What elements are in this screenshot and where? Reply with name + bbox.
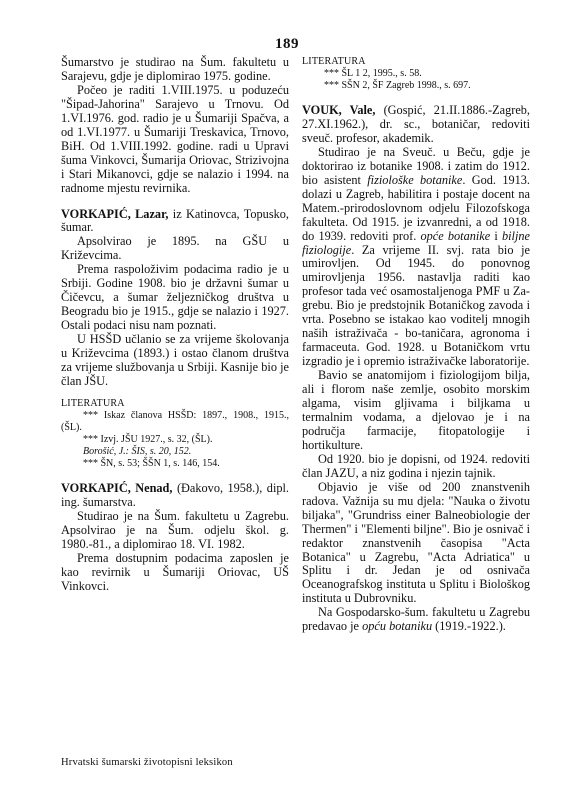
page-number: 189: [275, 36, 299, 52]
entry-header: [61, 208, 289, 236]
literature-item: *** ŠN, s. 53; ŠŠN 1, s. 146, 154.: [83, 457, 220, 469]
italic-term: opće botanike: [420, 228, 491, 243]
literature-item: Borošić, J.: ŠIS, s. 20, 152.: [83, 445, 192, 457]
entry-header: [302, 104, 530, 146]
paragraph: [302, 146, 530, 369]
italic-term: opću botaniku: [362, 619, 433, 634]
paragraph: Objavio je više od 200 znanstvenih radova. Važnija su mu djela: "Nauka o životu biljaka", "Grundriss einer Balneobiologie der Thermen" i "Elementi biljne". Bio je osnivač i redaktor znanstvenih časopisa "Acta Botanica" u Zagrebu, "Acta Adriatica" u Splitu i dr. Jedan je od osnivača Oceanografskog instituta u Splitu i Biološkog instituta u Dubrovniku.: [302, 479, 530, 606]
text-run: i: [490, 228, 502, 243]
paragraph: Bavio se anatomijom i fiziologijom bilja, ali i florom naše zemlje, osobito morskim algama, visim gljivama i biljkama u termalnim vodama, a djelovao je i na područja farmacije, fitopatologije i hortikulture.: [302, 368, 530, 452]
paragraph: Prema raspoloživim podacima radio je u Srbiji. Godine 1908. bio je državni šumar u Čičevcu, a šumar željezničkog društva u Beogradu bio je 1915., gdje se nalazio i 1927. Ostali podaci nisu nam poznati.: [61, 262, 289, 333]
paragraph: [302, 606, 530, 634]
entry-name: VORKAPIĆ, Nenad,: [61, 480, 173, 495]
italic-term: fiziološke botanike: [367, 172, 463, 187]
paragraph: U HSŠD učlanio se za vrijeme školovanja u Križevcima (1893.) i ostao članom društva za vrijeme službovanja u Srbiji. Kasnije bio je član JŠU.: [61, 332, 289, 388]
paragraph: Studirao je na Šum. fakultetu u Zagrebu. Apsolvirao je na Šum. odjelu škol. g. 1980.-81., a diplomirao 18. VI. 1982.: [61, 508, 289, 551]
text-run: . God. 1913. dolazi u Zagreb, habilitira i postaje docent na Matem.-prirodoslovnom odjelu Filozofskoga fakulteta. Od 1915. je izvanredni, a od 1918. do 1939. redoviti prof.: [302, 172, 530, 243]
literature-item: *** SŠN 2, ŠF Zagreb 1998., s. 697.: [324, 80, 471, 91]
text-run: (1919.-1922.).: [432, 619, 506, 634]
paragraph: Apsolvirao je 1895. na GŠU u Križevcima.: [61, 234, 289, 263]
paragraph: Šumarstvo je studirao na Šum. fakultetu u Sarajevu, gdje je diplomirao 1975. godine.: [61, 55, 289, 83]
entry-name: VOUK, Vale,: [302, 103, 376, 117]
italic-term: biljne fiziologije: [302, 228, 530, 257]
entry-header-text: iz Katinovca, Topusko, šumar.: [61, 206, 289, 235]
text-run: . Za vrijeme II. svj. rata bio je umirovljen. Od 1945. do ponovnog umirovljenja 1956. nastavlja raditi kao profesor tada već osamostaljenoga PMF u Za-grebu. Bio je predstojnik Botaničkog zavoda i vrta. Posebno se istakao kao voditelj mnogih naših istraživača - bo-taničara, agronoma i farmaceuta. God. 1928. u Botaničkom vrtu izgradio je i opremio istraživačke laboratorije.: [302, 242, 530, 369]
entry-header-text: (Gospić, 21.II.1886.-Zagreb, 27.XI.1962.), dr. sc., botaničar, redoviti sveuč. profesor, akademik.: [302, 103, 530, 145]
paragraph: Počeo je raditi 1.VIII.1975. u poduzeću "Šipad-Jahorina" Sarajevo u Trnovu. Od 1.VI.1976. god. radio je u Šumariji Spačva, a od 1.VI.1977. u Šumariji Treskavica, Trnovo, BiH. Od 1.VIII.1992. godine. radi u Upravi šuma Vinkovci, Šumarija Oriovac, Strizivojna i Stari Mikanovci, gdje se nalazio i 1994. na radnome mjestu revirnika.: [61, 82, 289, 195]
entry-header: [61, 482, 289, 510]
left-column: [61, 56, 289, 594]
literature-item: *** ŠL 1 2, 1995., s. 58.: [324, 68, 422, 79]
literature-item: *** Izvj. JŠU 1927., s. 32, (ŠL).: [83, 433, 213, 445]
literature-heading: LITERATURA: [61, 397, 125, 409]
right-column: [302, 56, 530, 634]
literature-heading: LITERATURA: [302, 56, 366, 67]
footer-title: Hrvatski šumarski životopisni leksikon: [61, 757, 233, 768]
text-run: Studirao je na Sveuč. u Beču, gdje je doktorirao iz botanike 1908. i zatim do 1912. bio asistent: [302, 144, 530, 187]
entry-name: VORKAPIĆ, Lazar,: [61, 206, 169, 221]
literature-item: *** Iskaz članova HSŠD: 1897., 1908., 1915., (ŠL).: [61, 409, 289, 433]
paragraph: Prema dostupnim podacima zaposlen je kao revirnik u Šumariji Oriovac, UŠ Vinkovci.: [61, 550, 289, 593]
entry-header-text: (Đakovo, 1958.), dipl. ing. šumarstva.: [61, 480, 289, 509]
text-run: Na Gospodarsko-šum. fakultetu u Zagrebu predavao je: [302, 605, 530, 634]
paragraph: Od 1920. bio je dopisni, od 1924. redoviti član JAZU, a niz godina i njezin tajnik.: [302, 451, 530, 480]
